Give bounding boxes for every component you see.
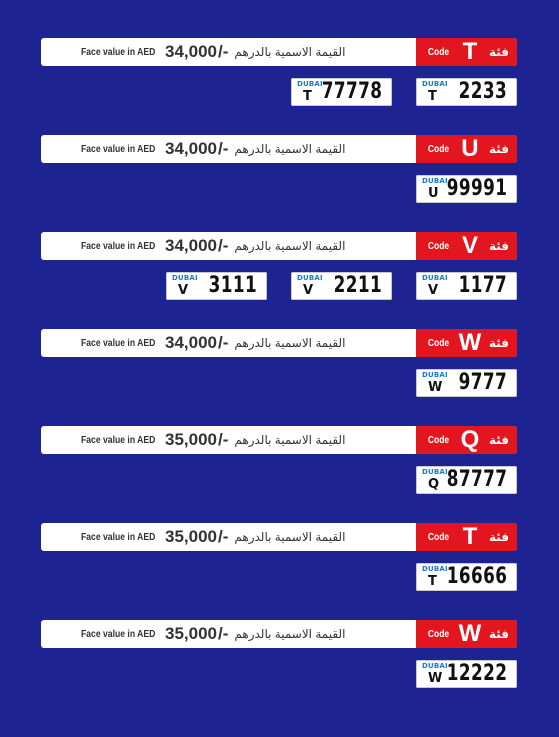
plate-city-label: DUBAI bbox=[297, 80, 323, 88]
plate-number: 99991 bbox=[446, 176, 507, 201]
plate-letter: U bbox=[428, 186, 439, 201]
code-label-ar: فئة bbox=[488, 336, 509, 350]
code-letter: U bbox=[461, 135, 479, 162]
plate-city-label: DUBAI bbox=[422, 565, 448, 573]
face-value-bar bbox=[41, 232, 517, 260]
plate-row bbox=[41, 369, 517, 399]
face-value-bar bbox=[41, 426, 517, 454]
plate-number: 1177 bbox=[458, 273, 507, 298]
face-value-amount-suffix: /- bbox=[218, 430, 229, 449]
face-value-label-en: Face value in AED bbox=[81, 143, 156, 155]
face-value-bar bbox=[41, 135, 517, 163]
code-letter: T bbox=[462, 38, 478, 65]
plate-letter: Q bbox=[428, 477, 440, 492]
plate-group bbox=[41, 329, 517, 419]
face-value-amount-suffix: /- bbox=[218, 42, 229, 61]
face-value-label-ar: القيمة الاسمية بالدرهم bbox=[234, 627, 346, 641]
face-value-amount: 35,000 bbox=[165, 430, 217, 449]
face-value-label-ar: القيمة الاسمية بالدرهم bbox=[234, 239, 346, 253]
plate-letter: T bbox=[303, 89, 312, 104]
number-plate bbox=[291, 272, 392, 300]
face-value-text bbox=[81, 329, 345, 357]
face-value-amount-suffix: /- bbox=[218, 624, 229, 643]
plate-city-label: DUBAI bbox=[422, 80, 448, 88]
code-label-en: Code bbox=[427, 531, 450, 543]
plate-city-label: DUBAI bbox=[422, 274, 448, 282]
plate-row bbox=[41, 175, 517, 205]
code-letter: T bbox=[462, 523, 478, 550]
code-label-ar: فئة bbox=[488, 142, 509, 156]
face-value-amount: 35,000 bbox=[165, 624, 217, 643]
face-value-bar bbox=[41, 38, 517, 66]
plate-city-label: DUBAI bbox=[297, 274, 323, 282]
number-plate bbox=[416, 369, 517, 397]
face-value-text bbox=[81, 38, 345, 66]
code-label-ar: فئة bbox=[488, 45, 509, 59]
code-badge bbox=[416, 232, 517, 260]
plate-city-label: DUBAI bbox=[172, 274, 198, 282]
face-value-bar bbox=[41, 329, 517, 357]
face-value-label-en: Face value in AED bbox=[81, 531, 156, 543]
plate-number: 9777 bbox=[458, 370, 507, 395]
code-label-ar: فئة bbox=[488, 433, 509, 447]
plate-group bbox=[41, 620, 517, 710]
number-plate bbox=[166, 272, 267, 300]
face-value-label-ar: القيمة الاسمية بالدرهم bbox=[234, 45, 346, 59]
code-label-en: Code bbox=[427, 143, 450, 155]
face-value-text bbox=[81, 426, 345, 454]
face-value-text bbox=[81, 135, 345, 163]
plate-number: 2233 bbox=[458, 79, 507, 104]
face-value-label-en: Face value in AED bbox=[81, 434, 156, 446]
code-label-ar: فئة bbox=[488, 239, 509, 253]
code-label-ar: فئة bbox=[488, 530, 509, 544]
plate-number: 12222 bbox=[446, 661, 507, 686]
number-plate bbox=[291, 78, 392, 106]
face-value-label-ar: القيمة الاسمية بالدرهم bbox=[234, 530, 346, 544]
code-label-en: Code bbox=[427, 434, 450, 446]
plate-number: 77778 bbox=[321, 79, 382, 104]
code-label-en: Code bbox=[427, 240, 450, 252]
code-badge bbox=[416, 523, 517, 551]
plate-number: 2211 bbox=[333, 273, 382, 298]
face-value-bar bbox=[41, 523, 517, 551]
plate-group bbox=[41, 38, 517, 128]
plate-row bbox=[41, 563, 517, 593]
face-value-amount-suffix: /- bbox=[218, 236, 229, 255]
plate-row bbox=[41, 272, 517, 302]
code-badge bbox=[416, 426, 517, 454]
face-value-label-ar: القيمة الاسمية بالدرهم bbox=[234, 433, 346, 447]
number-plate bbox=[416, 466, 517, 494]
code-badge bbox=[416, 620, 517, 648]
plate-letter: V bbox=[178, 283, 189, 298]
face-value-amount: 34,000 bbox=[165, 42, 217, 61]
face-value-bar bbox=[41, 620, 517, 648]
plate-letter: V bbox=[303, 283, 314, 298]
plate-row bbox=[41, 78, 517, 108]
plate-row bbox=[41, 466, 517, 496]
plate-row bbox=[41, 660, 517, 690]
face-value-text bbox=[81, 523, 345, 551]
code-letter: W bbox=[458, 329, 482, 356]
plate-group bbox=[41, 135, 517, 225]
code-letter: V bbox=[461, 232, 478, 259]
plate-group bbox=[41, 232, 517, 322]
plate-number: 3111 bbox=[208, 273, 257, 298]
code-label-en: Code bbox=[427, 46, 450, 58]
plate-city-label: DUBAI bbox=[422, 468, 448, 476]
face-value-amount-suffix: /- bbox=[218, 527, 229, 546]
plate-group bbox=[41, 426, 517, 516]
face-value-text bbox=[81, 620, 345, 648]
plate-letter: W bbox=[428, 671, 443, 686]
plate-letter: V bbox=[428, 283, 439, 298]
code-label-ar: فئة bbox=[488, 627, 509, 641]
number-plate bbox=[416, 563, 517, 591]
code-label-en: Code bbox=[427, 628, 450, 640]
code-badge bbox=[416, 135, 517, 163]
plate-letter: W bbox=[428, 380, 443, 395]
face-value-label-en: Face value in AED bbox=[81, 628, 156, 640]
face-value-label-en: Face value in AED bbox=[81, 240, 156, 252]
plate-group bbox=[41, 523, 517, 613]
face-value-label-ar: القيمة الاسمية بالدرهم bbox=[234, 336, 346, 350]
face-value-amount: 35,000 bbox=[165, 527, 217, 546]
code-letter: W bbox=[458, 620, 482, 647]
plate-city-label: DUBAI bbox=[422, 662, 448, 670]
face-value-label-en: Face value in AED bbox=[81, 46, 156, 58]
face-value-label-en: Face value in AED bbox=[81, 337, 156, 349]
plate-city-label: DUBAI bbox=[422, 371, 448, 379]
plate-letter: T bbox=[428, 574, 437, 589]
face-value-amount-suffix: /- bbox=[218, 333, 229, 352]
face-value-amount: 34,000 bbox=[165, 139, 217, 158]
number-plate bbox=[416, 660, 517, 688]
code-letter: Q bbox=[460, 426, 480, 453]
face-value-text bbox=[81, 232, 345, 260]
face-value-label-ar: القيمة الاسمية بالدرهم bbox=[234, 142, 346, 156]
plate-number: 87777 bbox=[446, 467, 507, 492]
number-plate bbox=[416, 272, 517, 300]
plate-number: 16666 bbox=[446, 564, 507, 589]
code-badge bbox=[416, 329, 517, 357]
code-label-en: Code bbox=[427, 337, 450, 349]
plate-letter: T bbox=[428, 89, 437, 104]
number-plate bbox=[416, 175, 517, 203]
code-badge bbox=[416, 38, 517, 66]
face-value-amount: 34,000 bbox=[165, 236, 217, 255]
face-value-amount: 34,000 bbox=[165, 333, 217, 352]
face-value-amount-suffix: /- bbox=[218, 139, 229, 158]
plate-city-label: DUBAI bbox=[422, 177, 448, 185]
number-plate bbox=[416, 78, 517, 106]
